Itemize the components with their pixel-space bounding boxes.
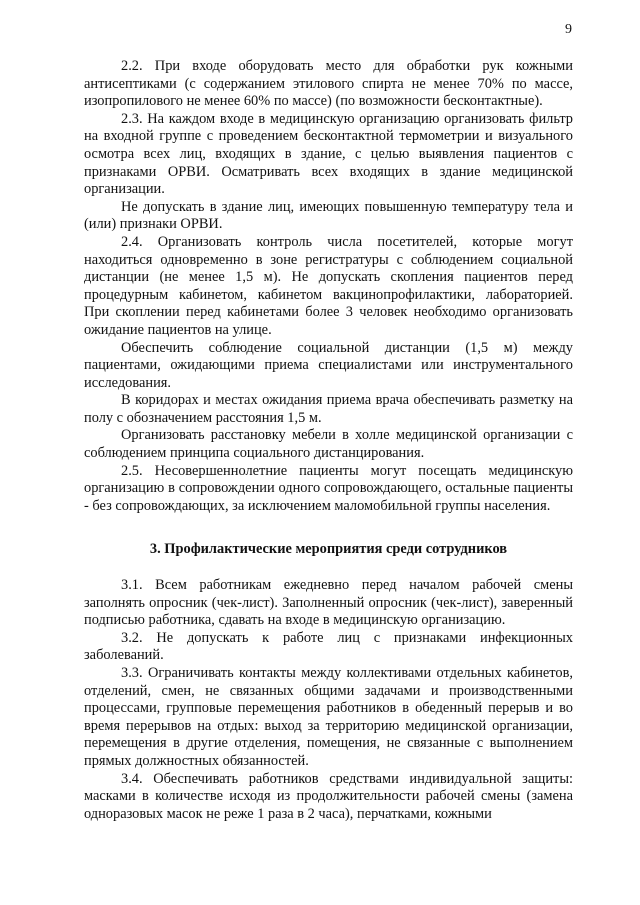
paragraph-2-2: 2.2. При входе оборудовать место для обработки рук кожными антисептиками (с содержанием этилового спирта не менее 70% по массе, изопропилового не менее 60% по массе) (по возможности бесконтактные). (84, 58, 573, 110)
paragraph-2-5: 2.5. Несовершеннолетние пациенты могут посещать медицинскую организацию в сопровождении одного сопровождающего, остальные пациенты - без сопровождающих, за исключением маломобильной группы населения. (84, 462, 573, 514)
paragraph-2-4-distance: Обеспечить соблюдение социальной дистанции (1,5 м) между пациентами, ожидающими приема специалистами или инструментального исследования. (84, 339, 573, 391)
paragraph-2-4: 2.4. Организовать контроль числа посетителей, которые могут находиться одновременно в зоне регистратуры с соблюдением социальной дистанции (не менее 1,5 м). Не допускать скопления пациентов перед процедурным кабинетом, кабинетом вакцинопрофилактики, лабораторией. При скоплении перед кабинетами более 3 человек необходимо организовать ожидание пациентов на улице. (84, 233, 573, 338)
document-body (84, 58, 573, 823)
paragraph-3-4: 3.4. Обеспечивать работников средствами индивидуальной защиты: масками в количестве исходя из продолжительности рабочей смены (замена одноразовых масок не реже 1 раза в 2 часа), перчатками, кожными (84, 770, 573, 822)
paragraph-3-2: 3.2. Не допускать к работе лиц с признаками инфекционных заболеваний. (84, 629, 573, 664)
paragraph-2-3-continued: Не допускать в здание лиц, имеющих повышенную температуру тела и (или) признаки ОРВИ. (84, 198, 573, 233)
paragraph-2-4-marking: В коридорах и местах ожидания приема врача обеспечивать разметку на полу с обозначением расстояния 1,5 м. (84, 392, 573, 426)
paragraph-2-3: 2.3. На каждом входе в медицинскую организацию организовать фильтр на входной группе с проведением бесконтактной термометрии и визуального осмотра всех лиц, входящих в здание, с целью выявления пациентов с признаками ОРВИ. Осматривать всех входящих в здание медицинской организации. (84, 110, 573, 198)
paragraph-3-3: 3.3. Ограничивать контакты между коллективами отдельных кабинетов, отделений, смен, не связанных общими задачами и производственными процессами, групповые перемещения работников в обеденный перерыв и во время перерывов на отдых: выход за территорию медицинской организации, перемещения в другие отделения, помещения, не связанные с выполнением прямых должностных обязанностей. (84, 665, 573, 769)
paragraph-3-1: 3.1. Всем работникам ежедневно перед началом рабочей смены заполнять опросник (чек-лист). Заполненный опросник (чек-лист), заверенный подписью работника, сдавать на входе в медицинскую организацию. (84, 577, 573, 629)
paragraph-2-4-furniture: Организовать расстановку мебели в холле медицинской организации с соблюдением принципа социального дистанцирования. (84, 427, 573, 462)
page-number: 9 (565, 22, 572, 37)
section-3-heading: 3. Профилактические мероприятия среди сотрудников (149, 541, 508, 558)
